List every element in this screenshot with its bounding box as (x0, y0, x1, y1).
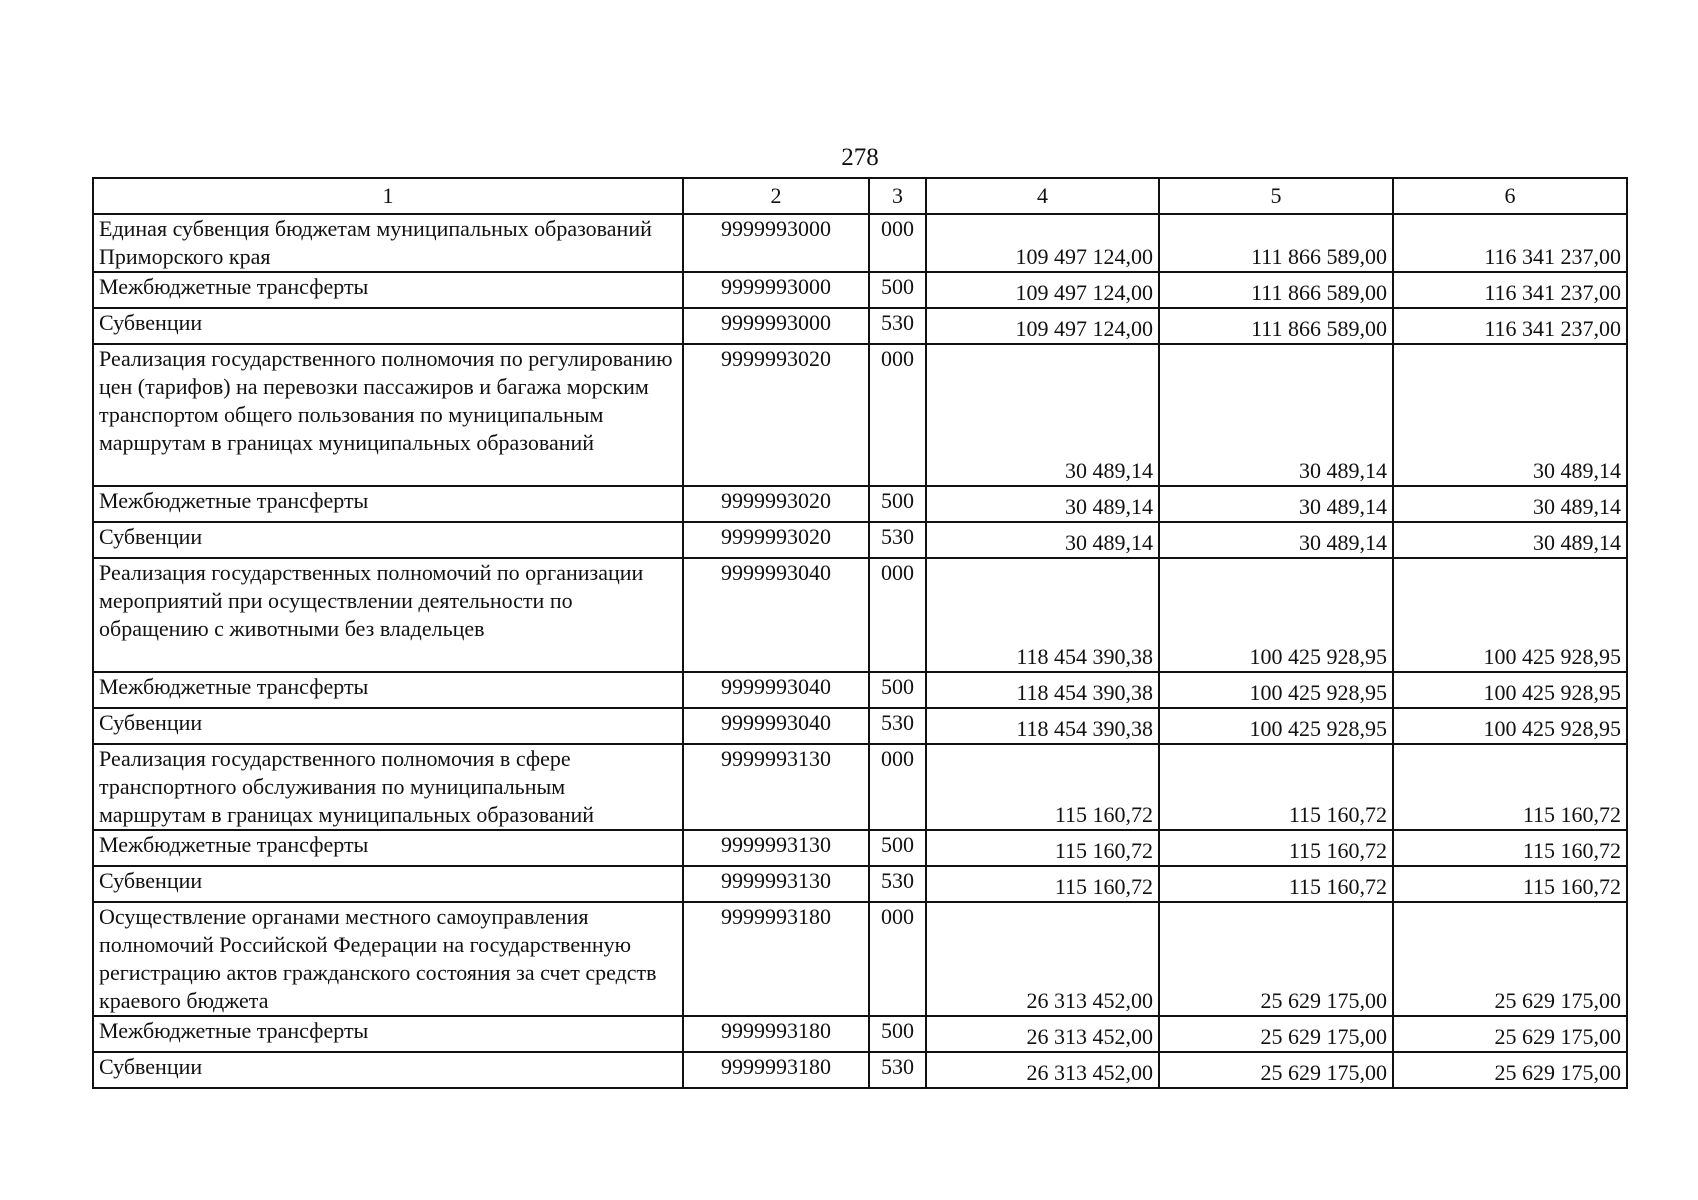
row-name: Межбюджетные трансферты (93, 272, 683, 308)
row-amount-col4: 30 489,14 (926, 486, 1159, 522)
row-name: Субвенции (93, 1052, 683, 1088)
row-amount-col6: 30 489,14 (1393, 344, 1627, 486)
row-code: 9999993130 (683, 830, 869, 866)
row-amount-col4: 115 160,72 (926, 830, 1159, 866)
row-amount-col4: 118 454 390,38 (926, 708, 1159, 744)
row-expense-type: 530 (869, 1052, 926, 1088)
budget-table (92, 177, 1628, 1089)
row-name: Субвенции (93, 866, 683, 902)
row-amount-col6: 100 425 928,95 (1393, 558, 1627, 672)
row-amount-col5: 115 160,72 (1159, 866, 1393, 902)
row-name: Субвенции (93, 522, 683, 558)
row-expense-type: 500 (869, 1016, 926, 1052)
table-row (93, 558, 1627, 672)
row-name: Субвенции (93, 308, 683, 344)
table-row (93, 214, 1627, 272)
row-amount-col5: 111 866 589,00 (1159, 272, 1393, 308)
row-amount-col5: 30 489,14 (1159, 522, 1393, 558)
row-expense-type: 500 (869, 272, 926, 308)
row-amount-col6: 116 341 237,00 (1393, 308, 1627, 344)
row-name: Межбюджетные трансферты (93, 830, 683, 866)
table-row (93, 672, 1627, 708)
row-code: 9999993000 (683, 272, 869, 308)
row-amount-col6: 115 160,72 (1393, 830, 1627, 866)
row-code: 9999993040 (683, 708, 869, 744)
row-amount-col5: 100 425 928,95 (1159, 558, 1393, 672)
row-expense-type: 500 (869, 672, 926, 708)
row-amount-col6: 116 341 237,00 (1393, 214, 1627, 272)
row-expense-type: 500 (869, 486, 926, 522)
row-name: Реализация государственного полномочия по регулированию цен (тарифов) на перевозки пассажиров и багажа морским транспортом общего пользования по муниципальным маршрутам в границах муниципальных образований (93, 344, 683, 486)
row-amount-col6: 25 629 175,00 (1393, 1052, 1627, 1088)
table-row (93, 866, 1627, 902)
column-header: 6 (1393, 178, 1627, 214)
row-amount-col6: 116 341 237,00 (1393, 272, 1627, 308)
row-amount-col6: 25 629 175,00 (1393, 1016, 1627, 1052)
row-amount-col5: 115 160,72 (1159, 830, 1393, 866)
row-name: Межбюджетные трансферты (93, 486, 683, 522)
row-amount-col6: 30 489,14 (1393, 486, 1627, 522)
row-code: 9999993020 (683, 522, 869, 558)
row-code: 9999993180 (683, 1052, 869, 1088)
row-expense-type: 000 (869, 558, 926, 672)
column-header: 1 (93, 178, 683, 214)
row-code: 9999993000 (683, 308, 869, 344)
row-amount-col4: 118 454 390,38 (926, 558, 1159, 672)
row-code: 9999993020 (683, 344, 869, 486)
row-code: 9999993130 (683, 866, 869, 902)
row-code: 9999993040 (683, 672, 869, 708)
row-amount-col5: 100 425 928,95 (1159, 708, 1393, 744)
row-amount-col5: 100 425 928,95 (1159, 672, 1393, 708)
row-amount-col5: 25 629 175,00 (1159, 1052, 1393, 1088)
table-row (93, 744, 1627, 830)
row-name: Единая субвенция бюджетам муниципальных образований Приморского края (93, 214, 683, 272)
row-code: 9999993180 (683, 902, 869, 1016)
row-expense-type: 000 (869, 214, 926, 272)
row-expense-type: 000 (869, 744, 926, 830)
row-name: Осуществление органами местного самоуправления полномочий Российской Федерации на государственную регистрацию актов гражданского состояния за счет средств краевого бюджета (93, 902, 683, 1016)
table-row (93, 1052, 1627, 1088)
row-name: Межбюджетные трансферты (93, 1016, 683, 1052)
row-expense-type: 530 (869, 708, 926, 744)
row-amount-col4: 109 497 124,00 (926, 308, 1159, 344)
page-number: 278 (841, 144, 879, 171)
row-amount-col6: 30 489,14 (1393, 522, 1627, 558)
row-amount-col5: 115 160,72 (1159, 744, 1393, 830)
row-amount-col4: 109 497 124,00 (926, 272, 1159, 308)
table-row (93, 522, 1627, 558)
column-header: 4 (926, 178, 1159, 214)
row-amount-col6: 115 160,72 (1393, 866, 1627, 902)
row-amount-col4: 30 489,14 (926, 344, 1159, 486)
row-amount-col5: 25 629 175,00 (1159, 902, 1393, 1016)
column-header: 3 (869, 178, 926, 214)
row-name: Реализация государственного полномочия в сфере транспортного обслуживания по муниципальным маршрутам в границах муниципальных образований (93, 744, 683, 830)
row-amount-col4: 115 160,72 (926, 866, 1159, 902)
row-name: Реализация государственных полномочий по организации мероприятий при осуществлении деятельности по обращению с животными без владельцев (93, 558, 683, 672)
table-row (93, 830, 1627, 866)
table-row (93, 902, 1627, 1016)
row-amount-col4: 30 489,14 (926, 522, 1159, 558)
table-row (93, 1016, 1627, 1052)
table-row (93, 708, 1627, 744)
row-amount-col4: 26 313 452,00 (926, 1052, 1159, 1088)
row-code: 9999993000 (683, 214, 869, 272)
row-expense-type: 500 (869, 830, 926, 866)
row-amount-col4: 26 313 452,00 (926, 1016, 1159, 1052)
row-amount-col4: 118 454 390,38 (926, 672, 1159, 708)
row-amount-col4: 26 313 452,00 (926, 902, 1159, 1016)
row-amount-col5: 25 629 175,00 (1159, 1016, 1393, 1052)
row-code: 9999993130 (683, 744, 869, 830)
row-name: Межбюджетные трансферты (93, 672, 683, 708)
row-code: 9999993020 (683, 486, 869, 522)
row-name: Субвенции (93, 708, 683, 744)
table-row (93, 486, 1627, 522)
row-expense-type: 000 (869, 902, 926, 1016)
row-amount-col6: 100 425 928,95 (1393, 708, 1627, 744)
row-amount-col5: 111 866 589,00 (1159, 214, 1393, 272)
row-amount-col6: 100 425 928,95 (1393, 672, 1627, 708)
row-amount-col4: 115 160,72 (926, 744, 1159, 830)
row-expense-type: 530 (869, 308, 926, 344)
table-row (93, 272, 1627, 308)
row-code: 9999993040 (683, 558, 869, 672)
row-amount-col6: 25 629 175,00 (1393, 902, 1627, 1016)
row-amount-col5: 111 866 589,00 (1159, 308, 1393, 344)
row-amount-col6: 115 160,72 (1393, 744, 1627, 830)
row-expense-type: 000 (869, 344, 926, 486)
column-header: 5 (1159, 178, 1393, 214)
column-header: 2 (683, 178, 869, 214)
row-code: 9999993180 (683, 1016, 869, 1052)
row-amount-col5: 30 489,14 (1159, 486, 1393, 522)
row-amount-col5: 30 489,14 (1159, 344, 1393, 486)
row-amount-col4: 109 497 124,00 (926, 214, 1159, 272)
table-row (93, 344, 1627, 486)
table-header-row (93, 178, 1627, 214)
row-expense-type: 530 (869, 866, 926, 902)
row-expense-type: 530 (869, 522, 926, 558)
table-row (93, 308, 1627, 344)
